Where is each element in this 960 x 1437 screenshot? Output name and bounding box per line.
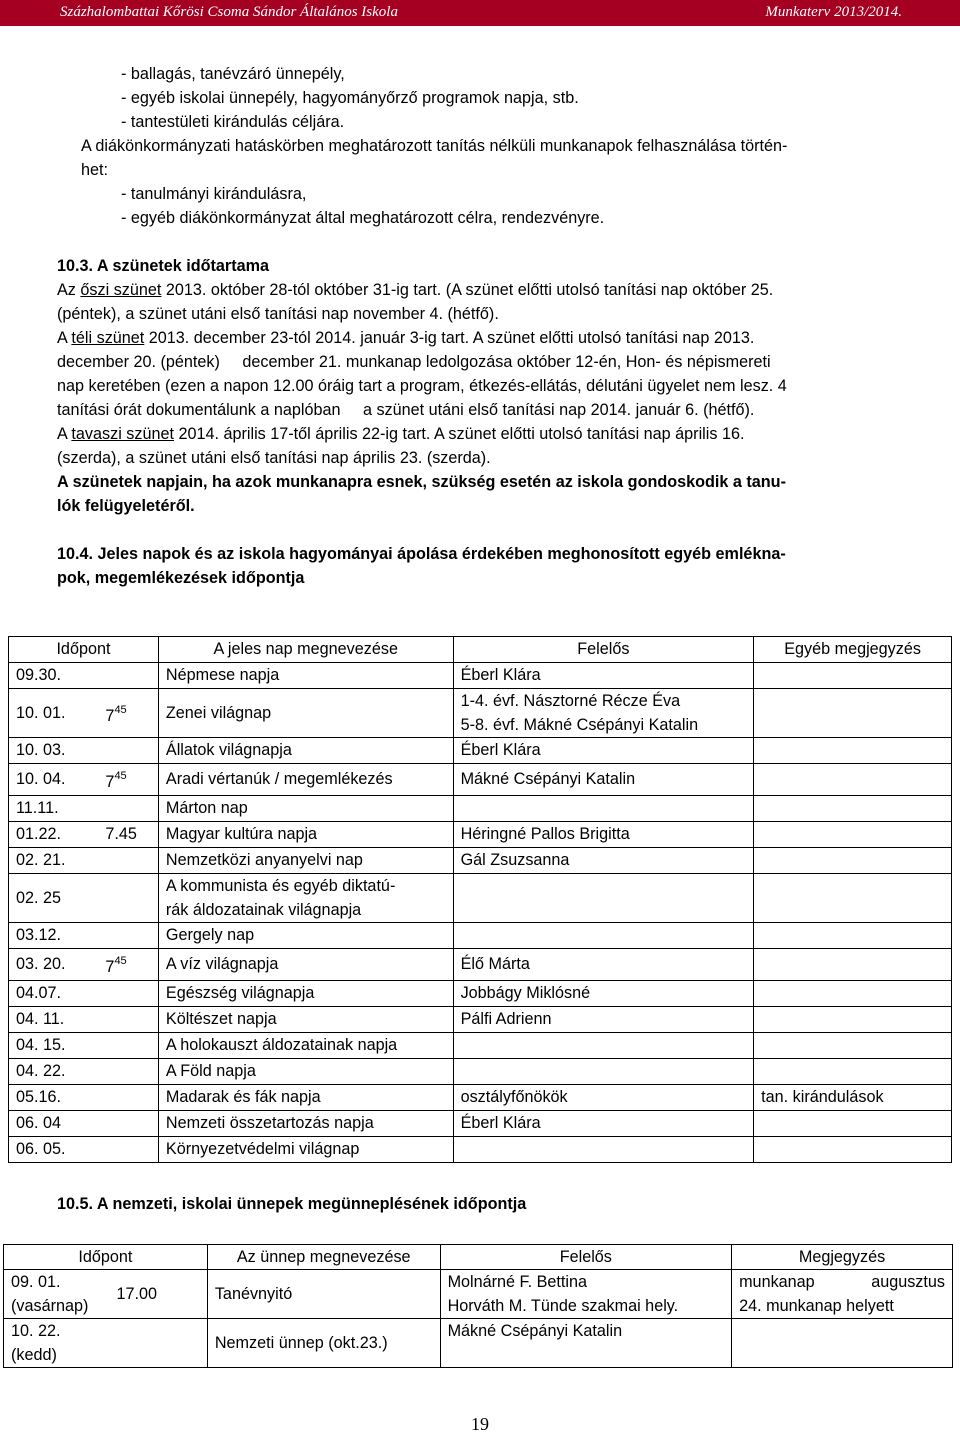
table-header-row — [9, 637, 952, 663]
table-row — [9, 1059, 952, 1085]
name-cell: Egészség világnapja — [158, 981, 453, 1007]
break-supervision-note-2: lók felügyeletéről. — [57, 497, 195, 515]
resp-cell — [453, 796, 754, 822]
note-cell — [754, 923, 952, 949]
name-cell: Állatok világnapja — [158, 738, 453, 764]
header-plan: Munkaterv 2013/2014. — [765, 4, 902, 20]
resp-cell: Éberl Klára — [453, 663, 754, 689]
name-cell: Márton nap — [158, 796, 453, 822]
intro-line: - tantestületi kirándulás céljára. — [121, 113, 345, 131]
winter-break-line-3: nap keretében (ezen a napon 12.00 óráig tart a program, étkezés-ellátás, délutáni ügyelet nem lesz. 4 — [57, 377, 787, 395]
time-cell — [98, 1111, 158, 1137]
header-school: Százhalombattai Kőrösi Csoma Sándor Általános Iskola — [60, 4, 398, 20]
note-cell — [754, 981, 952, 1007]
table-row — [9, 1033, 952, 1059]
resp-cell: Éberl Klára — [453, 738, 754, 764]
time-cell — [98, 874, 158, 923]
note-cell: munkanap augusztus 24. munkanap helyett — [732, 1270, 953, 1319]
resp-cell: 1-4. évf. Násztorné Récze Éva 5-8. évf. Mákné Csépányi Katalin — [453, 689, 754, 738]
resp-cell: Mákné Csépányi Katalin — [453, 764, 754, 796]
time-cell — [98, 1137, 158, 1163]
note-cell — [754, 949, 952, 981]
table-row — [9, 949, 952, 981]
note-cell: tan. kirándulások — [754, 1085, 952, 1111]
section-10-3-heading: 10.3. A szünetek időtartama — [57, 257, 270, 275]
note-cell — [754, 822, 952, 848]
time-cell — [98, 1059, 158, 1085]
page-header — [0, 0, 960, 26]
body-text — [57, 62, 903, 590]
date-cell: 10. 22. (kedd) — [4, 1319, 110, 1368]
table-row — [4, 1319, 953, 1368]
column-header: Időpont — [4, 1245, 208, 1270]
column-header: Felelős — [453, 637, 754, 663]
name-cell: Tanévnyitó — [207, 1270, 440, 1319]
date-cell: 02. 21. — [9, 848, 99, 874]
date-cell: 03.12. — [9, 923, 99, 949]
note-cell — [754, 1137, 952, 1163]
table-row — [9, 1007, 952, 1033]
date-cell: 04. 11. — [9, 1007, 99, 1033]
time-cell: $7^{45}$ — [98, 689, 158, 738]
name-cell: Költészet napja — [158, 1007, 453, 1033]
date-cell: 04.07. — [9, 981, 99, 1007]
autumn-break-line-2: (péntek), a szünet utáni első tanítási nap november 4. (hétfő). — [57, 305, 499, 323]
note-cell — [754, 848, 952, 874]
intro-line: het: — [81, 161, 109, 179]
national-holidays-table — [3, 1244, 953, 1368]
note-cell — [754, 874, 952, 923]
time-cell: $7^{45}$ — [98, 764, 158, 796]
time-cell: 7.45 — [98, 822, 158, 848]
date-cell: 11.11. — [9, 796, 99, 822]
resp-cell: Gál Zsuzsanna — [453, 848, 754, 874]
memorial-days-table — [8, 636, 952, 1163]
table-row — [9, 663, 952, 689]
time-cell — [98, 1085, 158, 1111]
table-row — [4, 1270, 953, 1319]
intro-line: - egyéb iskolai ünnepély, hagyományőrző programok napja, stb. — [121, 89, 579, 107]
date-cell: 09.30. — [9, 663, 99, 689]
note-cell — [754, 1111, 952, 1137]
section-10-4-heading: 10.4. Jeles napok és az iskola hagyományai ápolása érdekében meghonosított egyéb emlékna- — [57, 545, 786, 563]
name-cell: Nemzetközi anyanyelvi nap — [158, 848, 453, 874]
table-row — [9, 981, 952, 1007]
note-cell — [754, 796, 952, 822]
note-cell — [732, 1319, 953, 1368]
table-row — [9, 923, 952, 949]
resp-cell: Élő Márta — [453, 949, 754, 981]
intro-line: A diákönkormányzati hatáskörben meghatározott tanítás nélküli munkanapok felhasználása történ- — [81, 137, 788, 155]
table-row — [9, 1137, 952, 1163]
name-cell: A víz világnapja — [158, 949, 453, 981]
note-cell — [754, 689, 952, 738]
page-number: 19 — [471, 1414, 489, 1434]
winter-break-line: A téli szünet 2013. december 23-tól 2014. január 3-ig tart. A szünet előtti utolsó tanítási nap 2013. — [57, 329, 755, 347]
time-cell: $7^{45}$ — [98, 949, 158, 981]
table-row — [9, 1085, 952, 1111]
name-cell: Nemzeti ünnep (okt.23.) — [207, 1319, 440, 1368]
name-cell: Népmese napja — [158, 663, 453, 689]
resp-cell: osztályfőnökök — [453, 1085, 754, 1111]
autumn-break-label: őszi szünet — [80, 281, 162, 299]
date-cell: 09. 01. (vasárnap) — [4, 1270, 110, 1319]
date-cell: 06. 04 — [9, 1111, 99, 1137]
table-row — [9, 848, 952, 874]
column-header: Felelős — [440, 1245, 732, 1270]
column-header: Megjegyzés — [732, 1245, 953, 1270]
column-header: Időpont — [9, 637, 159, 663]
resp-cell: Pálfi Adrienn — [453, 1007, 754, 1033]
date-cell: 04. 15. — [9, 1033, 99, 1059]
table-row — [9, 796, 952, 822]
date-cell: 02. 25 — [9, 874, 99, 923]
date-cell: 06. 05. — [9, 1137, 99, 1163]
column-header: A jeles nap megnevezése — [158, 637, 453, 663]
break-supervision-note: A szünetek napjain, ha azok munkanapra esnek, szükség esetén az iskola gondoskodik a tanu- — [57, 473, 786, 491]
resp-cell: Héringné Pallos Brigitta — [453, 822, 754, 848]
date-cell: 10. 01. — [9, 689, 99, 738]
name-cell: Magyar kultúra napja — [158, 822, 453, 848]
date-cell: 10. 04. — [9, 764, 99, 796]
note-cell — [754, 1033, 952, 1059]
section-10-4-heading-2: pok, megemlékezések időpontja — [57, 569, 305, 587]
table-row — [9, 874, 952, 923]
time-cell — [98, 663, 158, 689]
time-cell — [98, 738, 158, 764]
resp-cell: Jobbágy Miklósné — [453, 981, 754, 1007]
name-cell: Madarak és fák napja — [158, 1085, 453, 1111]
date-cell: 10. 03. — [9, 738, 99, 764]
table-row — [9, 764, 952, 796]
note-cell — [754, 1007, 952, 1033]
resp-cell — [453, 1059, 754, 1085]
section-10-5-heading: 10.5. A nemzeti, iskolai ünnepek megünneplésének időpontja — [57, 1195, 527, 1213]
resp-cell — [453, 874, 754, 923]
note-cell — [754, 1059, 952, 1085]
resp-cell: Éberl Klára — [453, 1111, 754, 1137]
resp-cell — [453, 1033, 754, 1059]
intro-line: - tanulmányi kirándulásra, — [121, 185, 307, 203]
column-header: Az ünnep megnevezése — [207, 1245, 440, 1270]
winter-break-line-2: december 20. (péntek) december 21. munkanap ledolgozása október 12-én, Hon- és népismereti — [57, 353, 771, 371]
name-cell: A holokauszt áldozatainak napja — [158, 1033, 453, 1059]
column-header: Egyéb megjegyzés — [754, 637, 952, 663]
name-cell: A kommunista és egyéb diktatú- rák áldozatainak világnapja — [158, 874, 453, 923]
note-cell — [754, 738, 952, 764]
name-cell: Környezetvédelmi világnap — [158, 1137, 453, 1163]
table-row — [9, 1111, 952, 1137]
date-cell: 03. 20. — [9, 949, 99, 981]
time-cell — [98, 981, 158, 1007]
time-cell — [98, 848, 158, 874]
date-cell: 04. 22. — [9, 1059, 99, 1085]
name-cell: Zenei világnap — [158, 689, 453, 738]
name-cell: A Föld napja — [158, 1059, 453, 1085]
resp-cell: Mákné Csépányi Katalin — [440, 1319, 732, 1368]
note-cell — [754, 764, 952, 796]
time-cell — [98, 796, 158, 822]
date-cell: 05.16. — [9, 1085, 99, 1111]
time-cell — [98, 1007, 158, 1033]
spring-break-line: A tavaszi szünet 2014. április 17-től április 22-ig tart. A szünet előtti utolsó tanítási nap április 16. — [57, 425, 745, 443]
spring-break-label: tavaszi szünet — [71, 425, 174, 443]
note-cell — [754, 663, 952, 689]
resp-cell: Molnárné F. Bettina Horváth M. Tünde szakmai hely. — [440, 1270, 732, 1319]
intro-line: - ballagás, tanévzáró ünnepély, — [121, 65, 345, 83]
resp-cell — [453, 923, 754, 949]
table-row — [9, 738, 952, 764]
time-cell — [98, 1033, 158, 1059]
table-header-row — [4, 1245, 953, 1270]
name-cell: Nemzeti összetartozás napja — [158, 1111, 453, 1137]
resp-cell — [453, 1137, 754, 1163]
autumn-break-line: Az őszi szünet 2013. október 28-tól október 31-ig tart. (A szünet előtti utolsó tanítási nap október 25. — [57, 281, 774, 299]
spring-break-line-2: (szerda), a szünet utáni első tanítási nap április 23. (szerda). — [57, 449, 491, 467]
name-cell: Gergely nap — [158, 923, 453, 949]
intro-line: - egyéb diákönkormányzat által meghatározott célra, rendezvényre. — [121, 209, 605, 227]
winter-break-label: téli szünet — [71, 329, 145, 347]
time-cell: 17.00 — [109, 1270, 207, 1319]
winter-break-line-4: tanítási órát dokumentálunk a naplóban a szünet utáni első tanítási nap 2014. január 6. (hétfő). — [57, 401, 755, 419]
table-row — [9, 822, 952, 848]
name-cell: Aradi vértanúk / megemlékezés — [158, 764, 453, 796]
time-cell — [109, 1319, 207, 1368]
time-cell — [98, 923, 158, 949]
date-cell: 01.22. — [9, 822, 99, 848]
table-row — [9, 689, 952, 738]
